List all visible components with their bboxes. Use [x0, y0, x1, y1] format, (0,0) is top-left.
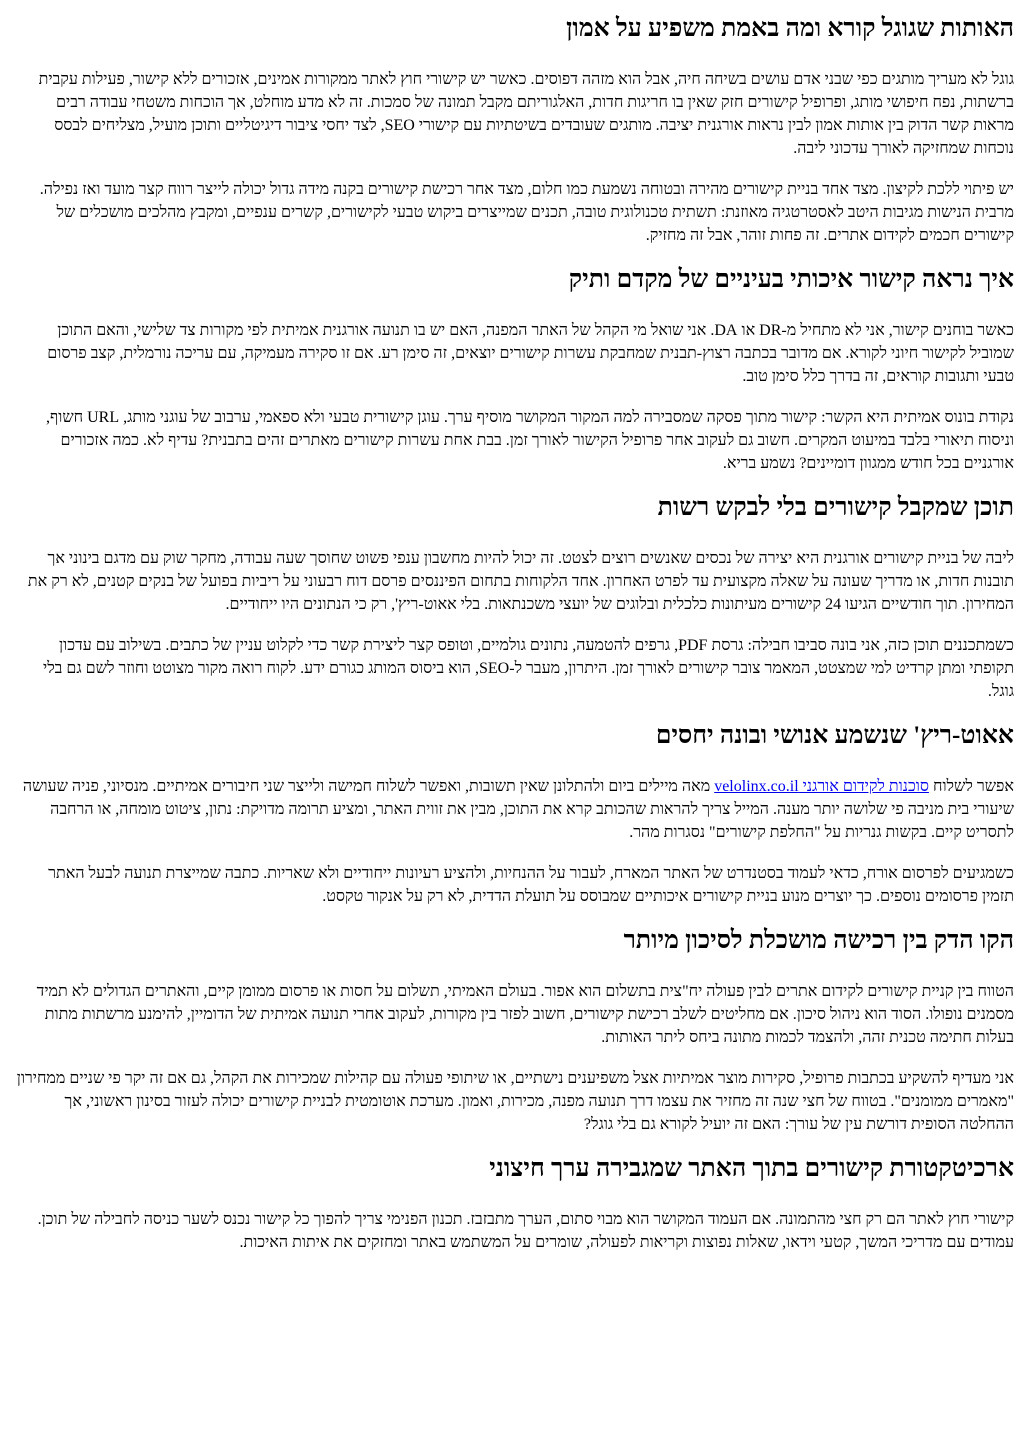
- paragraph: אני מעדיף להשקיע בכתבות פרופיל, סקירות מוצר אמיתיות אצל משפיענים נישתיים, או שיתופי פעולה עם קהילות שמכירות את הקהל, גם אם זה יקר פי שניים ממחירון "מאמרים ממומנים". בטווח של חצי שנה זה מחזיר את עצמו דרך תנועה מפנה, מכירות, ואמון. מערכת אוטומטית לבניית קישורים יכולה לעזור בסינון ראשוני, אך ההחלטה הסופית דורשת עין של עורך: האם זה יועיל לקורא גם בלי גוגל?: [16, 1070, 1014, 1133]
- section-heading: תוכן שמקבל קישורים בלי לבקש רשות: [657, 494, 1014, 521]
- section-trust-signals: [16, 14, 1014, 247]
- section-outreach: [16, 721, 1014, 908]
- agency-link[interactable]: סוכנות לקידום אורגני velolinx.co.il: [714, 778, 929, 795]
- section-heading: הקו הדק בין רכישה מושכלת לסיכון מיותר: [623, 927, 1014, 954]
- paragraph-text-end: מאה מיילים ביום ולהתלונן שאין תשובות, ואפשר לשלוח חמישה ולייצר שני חיבורים אמיתיים. מנסיוני, פניה שעושה שיעורי בית מניבה פי שלושה יותר מענה. המייל צריך להראות שהכותב קרא את התוכן, מבין את זווית האתר, ומציע תרומה מדויקת: נתון, ציטוט מומחה, או הרחבה לתסריט קיים. בקשות גנריות על "החלפת קישורים" נסגרות מהר.: [22, 778, 1014, 841]
- paragraph-text-start: אפשר לשלוח: [928, 778, 1014, 795]
- paragraph: יש פיתוי ללכת לקיצון. מצד אחד בניית קישורים מהירה ובטוחה נשמעת כמו חלום, מצד אחר רכישת קישורים בקנה מידה גדול יכולה לייצר רווח קצר מועד ואז נפילה. מרבית הנישות מגיבות היטב לאסטרטגיה מאוזנת: תשתית טכנולוגית טובה, תכנים שמייצרים ביקוש טבעי לקישורים, קשרים ענפיים, ומקבץ מהלכים מושכלים של קישורים חכמים לקידום אתרים. זה פחות זוהר, אבל זה מחזיק.: [39, 181, 1014, 244]
- section-heading: אאוט-ריץ' שנשמע אנושי ובונה יחסים: [655, 722, 1014, 749]
- section-linkable-content: [16, 493, 1014, 703]
- paragraph: נקודת בונוס אמיתית היא הקשר: קישור מתוך פסקה שמסבירה למה המקור המקושר מוסיף ערך. עוגן קישורית טבעי ולא ספאמי, ערבוב של עוגני מותג, URL חשוף, וניסוח תיאורי בלבד במיעוט המקרים. חשוב גם לעקוב אחר פרופיל הקישור לאורך זמן. בבת אחת עשרות קישורים מאתרים זהים בתבנית? עדיף לא. כמה אזכורים אורגניים בכל חודש ממגוון דומיינים? נשמע בריא.: [45, 409, 1014, 472]
- paragraph: קישורי חוץ לאתר הם רק חצי מהתמונה. אם העמוד המקושר הוא מבוי סתום, הערך מתבזבז. תכנון הפנימי צריך להפוך כל קישור נכנס לשער כניסה לחבילה של תוכן. עמודים עם מדריכי המשך, קטעי וידאו, שאלות נפוצות וקריאות לפעולה, שומרים על המשתמש באתר ומחזקים את איתות האיכות.: [37, 1211, 1014, 1251]
- paragraph: כשמתכננים תוכן כזה, אני בונה סביבו חבילה: גרסת PDF, גרפים להטמעה, נתונים גולמיים, וטופס קצר ליצירת קשר כדי לקלוט עניין של כתבים. בשילוב עם עדכון תקופתי ומתן קרדיט למי שמצטט, המאמר צובר קישורים לאורך זמן. היתרון, מעבר ל-SEO, הוא ביסוס המותג כגורם ידע. לקוח רואה מקור מצוטט וחוזר לשם גם בלי גוגל.: [43, 637, 1014, 700]
- section-internal-architecture: [16, 1154, 1014, 1254]
- section-heading: האותות שגוגל קורא ומה באמת משפיע על אמון: [566, 15, 1014, 42]
- section-heading: איך נראה קישור איכותי בעיניים של מקדם ותיק: [568, 266, 1014, 293]
- paragraph-with-link: [16, 775, 1014, 844]
- paragraph: כאשר בוחנים קישור, אני לא מתחיל מ-DR או DA. אני שואל מי הקהל של האתר המפנה, האם יש בו תנועה אורגנית אמיתית לפי מקורות צד שלישי, והאם התוכן שמוביל לקישור חיוני לקורא. אם מדובר בכתבה רצוץ-תבנית שמחבקת עשרות קישורים יוצאים, זה סימן רע. אם זו סקירה מעמיקה, עם עריכה נורמלית, קצב פרסום טבעי ותגובות קוראים, זה בדרך כלל סימן טוב.: [47, 322, 1014, 385]
- paragraph: הטווח בין קניית קישורים לקידום אתרים לבין פעולה יח"צית בתשלום הוא אפור. בעולם האמיתי, תשלום על חסות או פרסום ממומן קיים, והאתרים הגדולים לא תמיד מסמנים נופולו. הסוד הוא ניהול סיכון. אם מחליטים לשלב רכישת קישורים, חשוב לפזר בין מקורות, לעקוב אחרי תנועה אמיתית של הדומיין, להימנע מרשתות מתות בעלות חתימה טכנית זהה, ולהצמד לכמות מתונה ביחס ליתר האותות.: [36, 983, 1014, 1046]
- paragraph: כשמגיעים לפרסום אורח, כדאי לעמוד בסטנדרט של האתר המארח, לעבור על ההנחיות, ולהציע רעיונות ייחודיים ולא שאריות. כתבה שמייצרת תנועה לבעל האתר תזמין פרסומים נוספים. כך יוצרים מנוע בניית קישורים איכותיים שמבוסס על תועלת הדדית, לא רק על אנקור טקסט.: [48, 865, 1014, 905]
- paragraph: גוגל לא מעריך מותגים כפי שבני אדם עושים בשיחה חיה, אבל הוא מזהה דפוסים. כאשר יש קישורי חוץ לאתר ממקורות אמינים, אזכורים ללא קישור, פעילות עקבית ברשתות, נפח חיפושי מותג, ופרופיל קישורים חזק שאין בו חריגות חדות, האלגוריתם מקבל תמונה של סמכות. זה לא מדע מוחלט, אך הוכחות משטחי עבודה רבים מראות קשר הדוק בין אותות אמון לבין נראות אורגנית יציבה. מותגים שעובדים בשיטתיות עם קישורי SEO, לצד יחסי ציבור דיגיטליים ותוכן מועיל, מצליחים לבסס נוכחות שמחזיקה לאורך עדכוני ליבה.: [38, 71, 1014, 157]
- section-quality-link: [16, 265, 1014, 475]
- section-purchase-risk: [16, 926, 1014, 1136]
- section-heading: ארכיטקטורת קישורים בתוך האתר שמגבירה ערך חיצוני: [489, 1155, 1014, 1182]
- paragraph: ליבה של בניית קישורים אורגנית היא יצירה של נכסים שאנשים רוצים לצטט. זה יכול להיות מחשבון ענפי פשוט שחוסך שעה עבודה, מחקר שוק עם מדגם בינוני אך תובנות חדות, או מדריך שעונה על שאלה מקצועית עד לפרט האחרון. אחד הלקוחות בתחום הפיננסים פרסם דוח רבעוני על ריביות בפועל של בנקים קטנים, לא רק את המחירון. תוך חודשיים הגיעו 24 קישורים מעיתונות כלכלית ובלוגים של יועצי משכנתאות. בלי אאוט-ריץ', רק כי הנתונים היו ייחודיים.: [27, 550, 1014, 613]
